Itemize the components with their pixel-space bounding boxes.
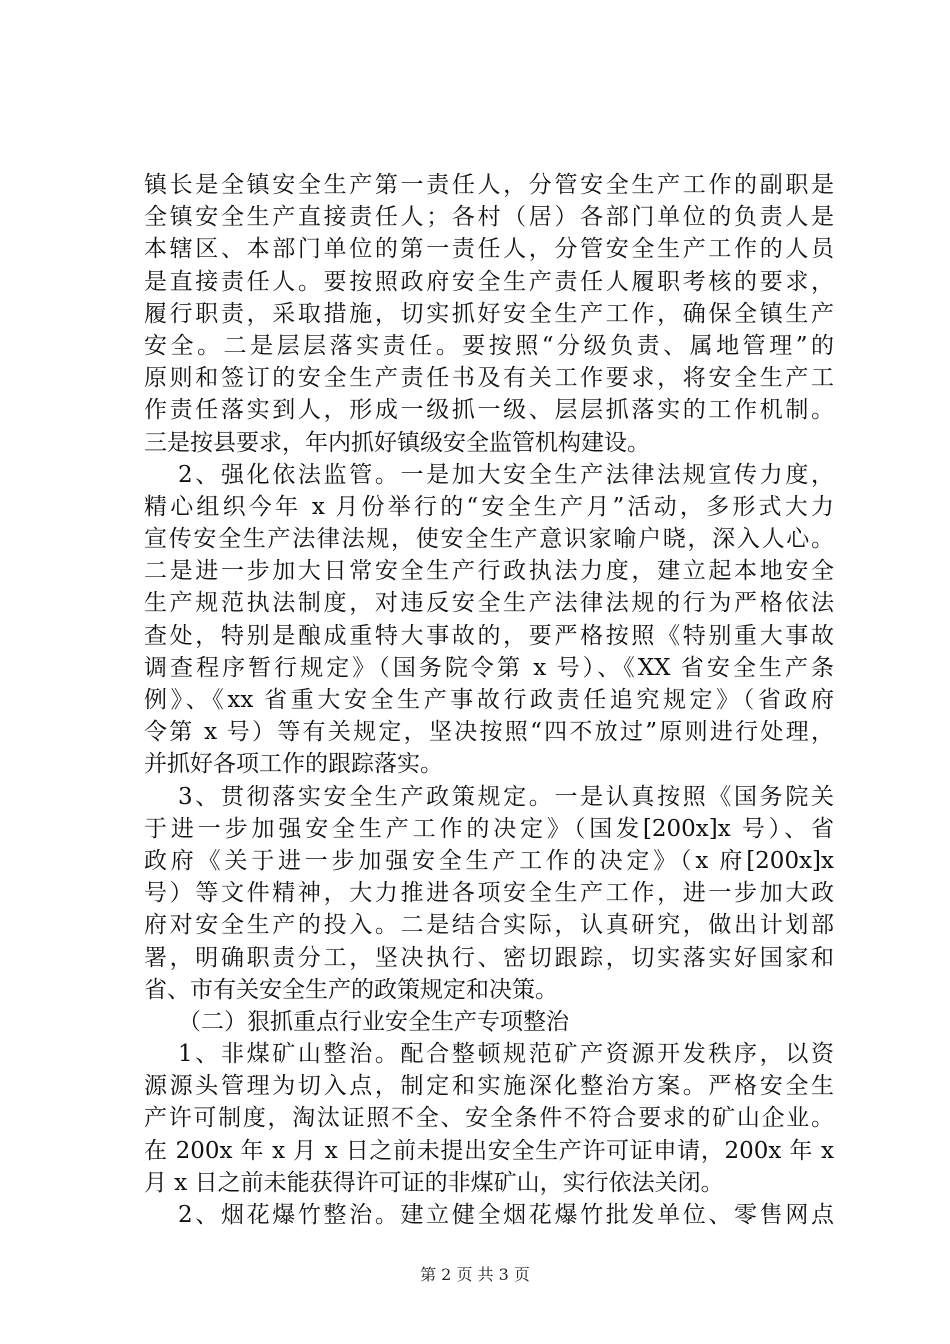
text-line: 源源头管理为切入点，制定和实施深化整治方案。严格安全生 <box>144 1073 834 1100</box>
document-body <box>144 169 834 1231</box>
text-line: 全镇安全生产直接责任人；各村（居）各部门单位的负责人是 <box>144 204 834 231</box>
text-line: 省、市有关安全生产的政策规定和决策。 <box>144 976 558 1003</box>
text-line: 原则和签订的安全生产责任书及有关工作要求，将安全生产工 <box>144 365 834 392</box>
text-line: 例》、《xx 省重大安全生产事故行政责任追究规定》（省政府 <box>144 687 834 713</box>
text-line: 调查程序暂行规定》（国务院令第 x 号）、《XX 省安全生产条 <box>144 654 834 681</box>
text-line: 本辖区、本部门单位的第一责任人，分管安全生产工作的人员 <box>144 236 834 263</box>
text-line: 作责任落实到人，形成一级抓一级、层层抓落实的工作机制。 <box>144 397 834 424</box>
text-line: 履行职责，采取措施，切实抓好安全生产工作，确保全镇生产 <box>144 300 834 327</box>
text-line: 并抓好各项工作的跟踪落实。 <box>144 751 443 778</box>
text-line: 生产规范执法制度，对违反安全生产法律法规的行为严格依法 <box>144 590 834 617</box>
text-line: 月 x 日之前未能获得许可证的非煤矿山，实行依法关闭。 <box>144 1169 724 1196</box>
text-line: 署，明确职责分工，坚决执行、密切跟踪，切实落实好国家和 <box>144 944 834 971</box>
text-line: 三是按县要求，年内抓好镇级安全监管机构建设。 <box>144 429 650 456</box>
text-line: 令第 x 号）等有关规定，坚决按照“四不放过”原则进行处理， <box>144 719 834 746</box>
text-line: 在 200x 年 x 月 x 日之前未提出安全生产许可证申请，200x 年 x <box>144 1137 834 1164</box>
text-line: 2、烟花爆竹整治。建立健全烟花爆竹批发单位、零售网点 <box>178 1202 834 1228</box>
text-line: 查处，特别是酿成重特大事故的，要严格按照《特别重大事故 <box>144 622 834 649</box>
text-line: 安全。二是层层落实责任。要按照“分级负责、属地管理”的 <box>144 332 834 359</box>
text-line: 是直接责任人。要按照政府安全生产责任人履职考核的要求， <box>144 268 834 295</box>
text-line: 二是进一步加大日常安全生产行政执法力度，建立起本地安全 <box>144 558 834 585</box>
text-line: 镇长是全镇安全生产第一责任人，分管安全生产工作的副职是 <box>144 172 834 198</box>
text-line: 号）等文件精神，大力推进各项安全生产工作，进一步加大政 <box>144 880 834 907</box>
text-line: 宣传安全生产法律法规，使安全生产意识家喻户晓，深入人心。 <box>144 526 834 553</box>
text-line: 产许可制度，淘汰证照不全、安全条件不符合要求的矿山企业。 <box>144 1105 834 1132</box>
text-line: 政府《关于进一步加强安全生产工作的决定》（x 府[200x]x <box>144 847 834 874</box>
text-line: 府对安全生产的投入。二是结合实际，认真研究，做出计划部 <box>144 912 834 939</box>
text-line: 2、强化依法监管。一是加大安全生产法律法规宣传力度， <box>178 461 834 488</box>
text-line: 于进一步加强安全生产工作的决定》（国发[200x]x 号）、省 <box>144 815 834 842</box>
page-footer: 第 2 页 共 3 页 <box>420 1265 530 1284</box>
text-line: 1、非煤矿山整治。配合整顿规范矿产资源开发秩序，以资 <box>178 1041 834 1068</box>
section-heading: （二）狠抓重点行业安全生产专项整治 <box>178 1008 569 1035</box>
text-line: 精心组织今年 x 月份举行的“安全生产月”活动，多形式大力 <box>144 493 834 520</box>
text-line: 3、贯彻落实安全生产政策规定。一是认真按照《国务院关 <box>178 783 834 810</box>
